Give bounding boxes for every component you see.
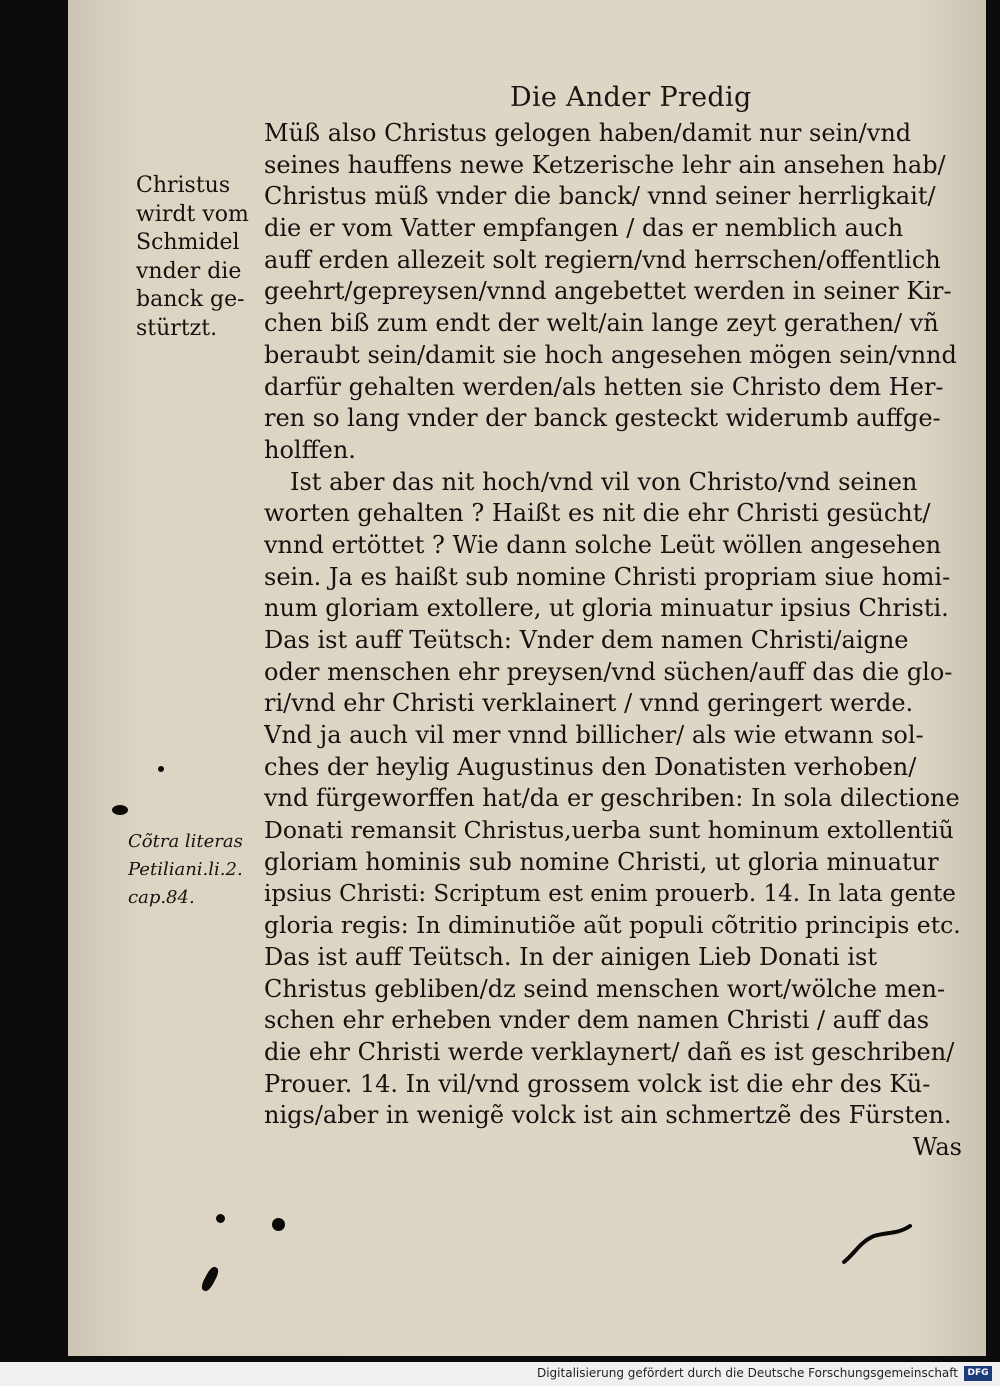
text-line: num gloriam extollere, ut gloria minuatur ipsius Christi. xyxy=(264,594,949,623)
text-line: Vnd ja auch vil mer vnnd billicher/ als wie etwann sol- xyxy=(264,721,924,750)
ink-speck xyxy=(112,805,128,815)
ink-stroke xyxy=(838,1222,918,1268)
text-line: Donati remansit Christus,uerba sunt hominum extollentiũ xyxy=(264,816,954,845)
margin-note-line: Schmidel xyxy=(136,230,240,255)
text-line: geehrt/gepreysen/vnnd angebettet werden in seiner Kir- xyxy=(264,277,952,306)
text-line: nigs/aber in wenigẽ volck ist ain schmertzẽ des Fürsten. xyxy=(264,1101,952,1130)
text-line: ches der heylig Augustinus den Donatisten verhoben/ xyxy=(264,752,917,781)
text-line: worten gehalten ? Haißt es nit die ehr Christi gesücht/ xyxy=(264,499,931,528)
margin-note-line: wirdt vom xyxy=(136,201,249,227)
text-line: Müß also Christus gelogen haben/damit nur sein/vnd xyxy=(264,119,912,147)
text-line: schen ehr erheben vnder dem namen Christi / auff das xyxy=(264,1006,930,1035)
text-line: beraubt sein/damit sie hoch angesehen mögen sein/vnnd xyxy=(264,340,957,369)
text-line: ipsius Christi: Scriptum est enim prouerb. 14. In lata gente xyxy=(264,880,956,907)
running-header: Die Ander Predig xyxy=(510,82,752,113)
text-line: gloriam hominis sub nomine Christi, ut gloria minuatur xyxy=(264,847,939,876)
text-line: vnnd ertöttet ? Wie dann solche Leüt wöllen angesehen xyxy=(264,530,942,559)
text-line: Christus gebliben/dz seind menschen wort/wölche men- xyxy=(264,974,946,1003)
margin-note-line: banck ge- xyxy=(136,287,245,312)
margin-note-line: Christus xyxy=(136,173,231,198)
margin-note-line: vnder die xyxy=(136,258,242,284)
margin-citation-line: Cõtra literas xyxy=(128,831,243,852)
margin-citation-line: Petiliani.li.2. xyxy=(128,859,243,880)
text-line: chen biß zum endt der welt/ain lange zeyt gerathen/ vñ xyxy=(264,309,939,338)
text-line: Ist aber das nit hoch/vnd vil von Christo/vnd seinen xyxy=(290,467,918,496)
text-line: ri/vnd ehr Christi verklainert / vnnd geringert werde. xyxy=(264,689,914,718)
margin-note-line: stürtzt. xyxy=(136,315,218,341)
text-line: auff erden allezeit solt regiern/vnd herrschen/offentlich xyxy=(264,245,941,274)
catchword: Was xyxy=(912,1133,962,1161)
dfg-logo: DFG xyxy=(964,1366,992,1381)
text-line: Christus müß vnder die banck/ vnnd seiner herrligkait/ xyxy=(264,182,936,211)
body-text xyxy=(264,118,966,1164)
text-line: gloria regis: In diminutiõe aũt populi cõtritio principis etc. xyxy=(264,911,961,940)
ink-speck xyxy=(272,1218,285,1231)
ink-speck xyxy=(158,766,164,772)
ink-speck xyxy=(216,1214,225,1223)
footer-bar xyxy=(0,1362,1000,1386)
text-line: die ehr Christi werde verklaynert/ dañ es ist geschriben/ xyxy=(264,1037,955,1066)
margin-citation-line: cap.84. xyxy=(128,887,195,908)
text-line: ren so lang vnder der banck gesteckt widerumb auffge- xyxy=(264,404,941,433)
text-line: darfür gehalten werden/als hetten sie Christo dem Her- xyxy=(264,372,944,401)
margin-note xyxy=(136,172,266,343)
text-line: Prouer. 14. In vil/vnd grossem volck ist die ehr des Kü- xyxy=(264,1069,931,1098)
text-line: sein. Ja es haißt sub nomine Christi propriam siue homi- xyxy=(264,562,951,591)
text-line: Das ist auff Teütsch. In der ainigen Lieb Donati ist xyxy=(264,942,877,971)
text-line: oder menschen ehr preysen/vnd süchen/auff das die glo- xyxy=(264,657,953,686)
footer-credit: Digitalisierung gefördert durch die Deutsche Forschungsgemeinschaft xyxy=(536,1366,958,1380)
text-line: holffen. xyxy=(264,435,356,464)
text-line: die er vom Vatter empfangen / das er nemblich auch xyxy=(264,214,904,243)
text-line: Das ist auff Teütsch: Vnder dem namen Christi/aigne xyxy=(264,626,909,654)
text-line: seines hauffens newe Ketzerische lehr ain ansehen hab/ xyxy=(264,150,946,179)
text-line: vnd fürgeworffen hat/da er geschriben: In sola dilectione xyxy=(264,784,960,813)
margin-citation xyxy=(128,828,260,912)
